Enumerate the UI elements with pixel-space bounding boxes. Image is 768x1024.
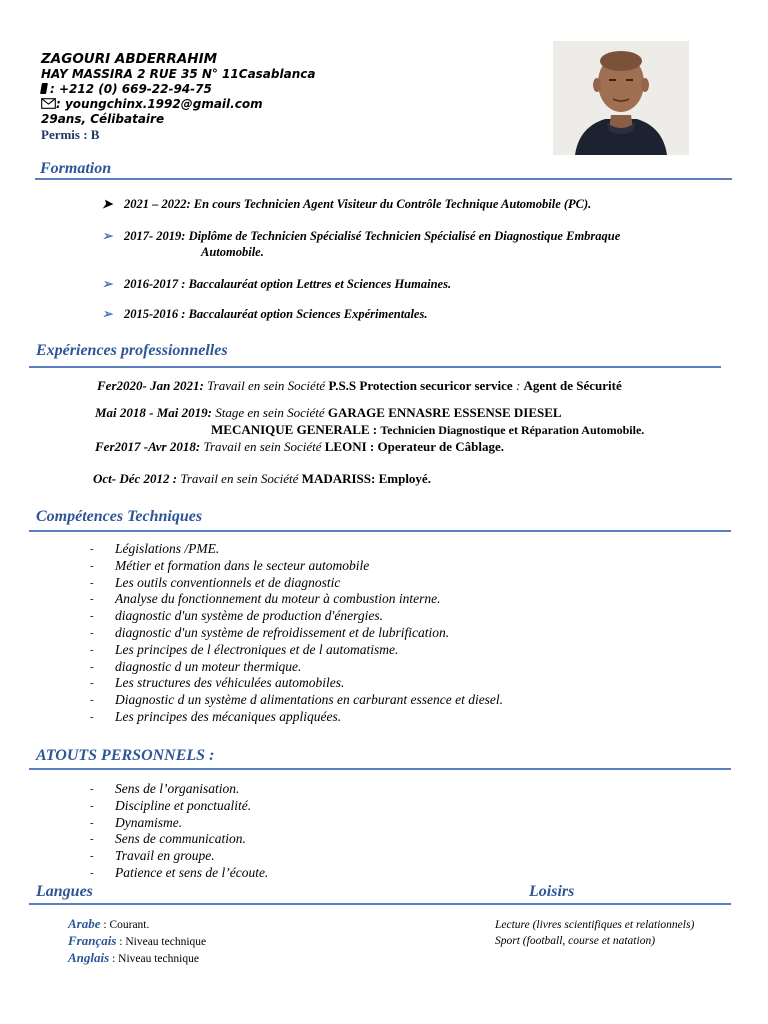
list-item: - Les principes des mécaniques appliquées. [90, 709, 503, 726]
list-item: - Sens de communication. [90, 831, 268, 848]
list-item: - Dynamisme. [90, 815, 268, 832]
experience-item: Oct- Déc 2012 : Travail en sein Société MADARISS: Employé. [93, 471, 431, 486]
atouts-list [90, 781, 268, 882]
hobbies-list [495, 917, 694, 949]
experience-item: Fer2017 -Avr 2018: Travail en sein Société LEONI : Operateur de Câblage. [95, 439, 504, 454]
section-title-loisirs: Loisirs [529, 883, 575, 900]
list-item: - Patience et sens de l’écoute. [90, 865, 268, 882]
section-divider [29, 903, 731, 905]
experience-item: Fer2020- Jan 2021: Travail en sein Société P.S.S Protection securicor service : Agent de Sécurité [97, 378, 622, 393]
language-item: Anglais : Niveau technique [68, 950, 199, 965]
section-title-formation: Formation [40, 160, 112, 177]
mobile-phone-icon [40, 83, 48, 94]
formation-item: ➢ 2015-2016 : Baccalauréat option Sciences Expérimentales. [102, 307, 428, 321]
hobby-item: Lecture (livres scientifiques et relationnels) [495, 919, 695, 931]
email-line [41, 97, 315, 112]
section-title-langues: Langues [36, 883, 93, 900]
phone-line [41, 82, 315, 97]
section-divider [29, 530, 731, 532]
section-title-experiences: Expériences professionnelles [36, 342, 228, 359]
section-title-atouts: ATOUTS PERSONNELS : [36, 747, 215, 764]
arrow-bullet-icon: ➢ [102, 307, 113, 321]
list-item: - Travail en groupe. [90, 848, 268, 865]
driving-license: Permis : B [41, 127, 100, 142]
list-item: - Métier et formation dans le secteur automobile [90, 558, 503, 575]
formation-item: ➢ 2016-2017 : Baccalauréat option Lettres et Sciences Humaines. [102, 277, 452, 291]
section-divider [35, 178, 732, 180]
list-item: - Sens de l’organisation. [90, 781, 268, 798]
list-item: - Législations /PME. [90, 541, 503, 558]
profile-photo [553, 41, 689, 155]
language-item: Français : Niveau technique [68, 933, 207, 948]
list-item: - Diagnostic d un système d alimentations en carburant essence et diesel. [90, 692, 503, 709]
phone-number[interactable]: : +212 (0) 669-22-94-75 [50, 82, 212, 96]
envelope-icon [41, 98, 56, 109]
section-divider [29, 768, 731, 770]
list-item: - Les outils conventionnels et de diagnostic [90, 575, 503, 592]
hobby-item: Sport (football, course et natation) [495, 935, 656, 947]
section-title-competences: Compétences Techniques [36, 508, 203, 525]
formation-item: ➢ 2017- 2019: Diplôme de Technicien Spécialisé Technicien Spécialisé en Diagnostique Embraque [102, 229, 621, 243]
competences-list [90, 541, 503, 726]
list-item: - Les structures des véhiculées automobiles. [90, 675, 503, 692]
formation-item-continued: Automobile. [201, 245, 264, 259]
experience-item-continued: MECANIQUE GENERALE : Technicien Diagnostique et Réparation Automobile. [211, 422, 645, 437]
email-address[interactable]: : youngchinx.1992@gmail.com [56, 97, 263, 111]
list-item: - Discipline et ponctualité. [90, 798, 268, 815]
arrow-bullet-icon: ➢ [102, 229, 113, 243]
experience-item: Mai 2018 - Mai 2019: Stage en sein Société GARAGE ENNASRE ESSENSE DIESEL [95, 405, 562, 420]
age-status: 29ans, Célibataire [41, 112, 165, 126]
language-item: Arabe : Courant. [68, 916, 150, 931]
address: HAY MASSIRA 2 RUE 35 N° 11Casablanca [41, 67, 316, 81]
section-divider [29, 366, 721, 368]
formation-item: ➤ 2021 – 2022: En cours Technicien Agent Visiteur du Contrôle Technique Automobile (PC). [102, 197, 592, 211]
arrow-bullet-icon: ➤ [102, 197, 113, 211]
list-item: - Les principes de l électroniques et de l automatisme. [90, 642, 503, 659]
list-item: - Analyse du fonctionnement du moteur à combustion interne. [90, 591, 503, 608]
list-item: - diagnostic d un moteur thermique. [90, 659, 503, 676]
candidate-name: ZAGOURI ABDERRAHIM [41, 51, 218, 67]
list-item: - diagnostic d'un système de production d'énergies. [90, 608, 503, 625]
languages-list [68, 916, 206, 967]
cv-header [41, 52, 315, 142]
list-item: - diagnostic d'un système de refroidissement et de lubrification. [90, 625, 503, 642]
arrow-bullet-icon: ➢ [102, 277, 113, 291]
